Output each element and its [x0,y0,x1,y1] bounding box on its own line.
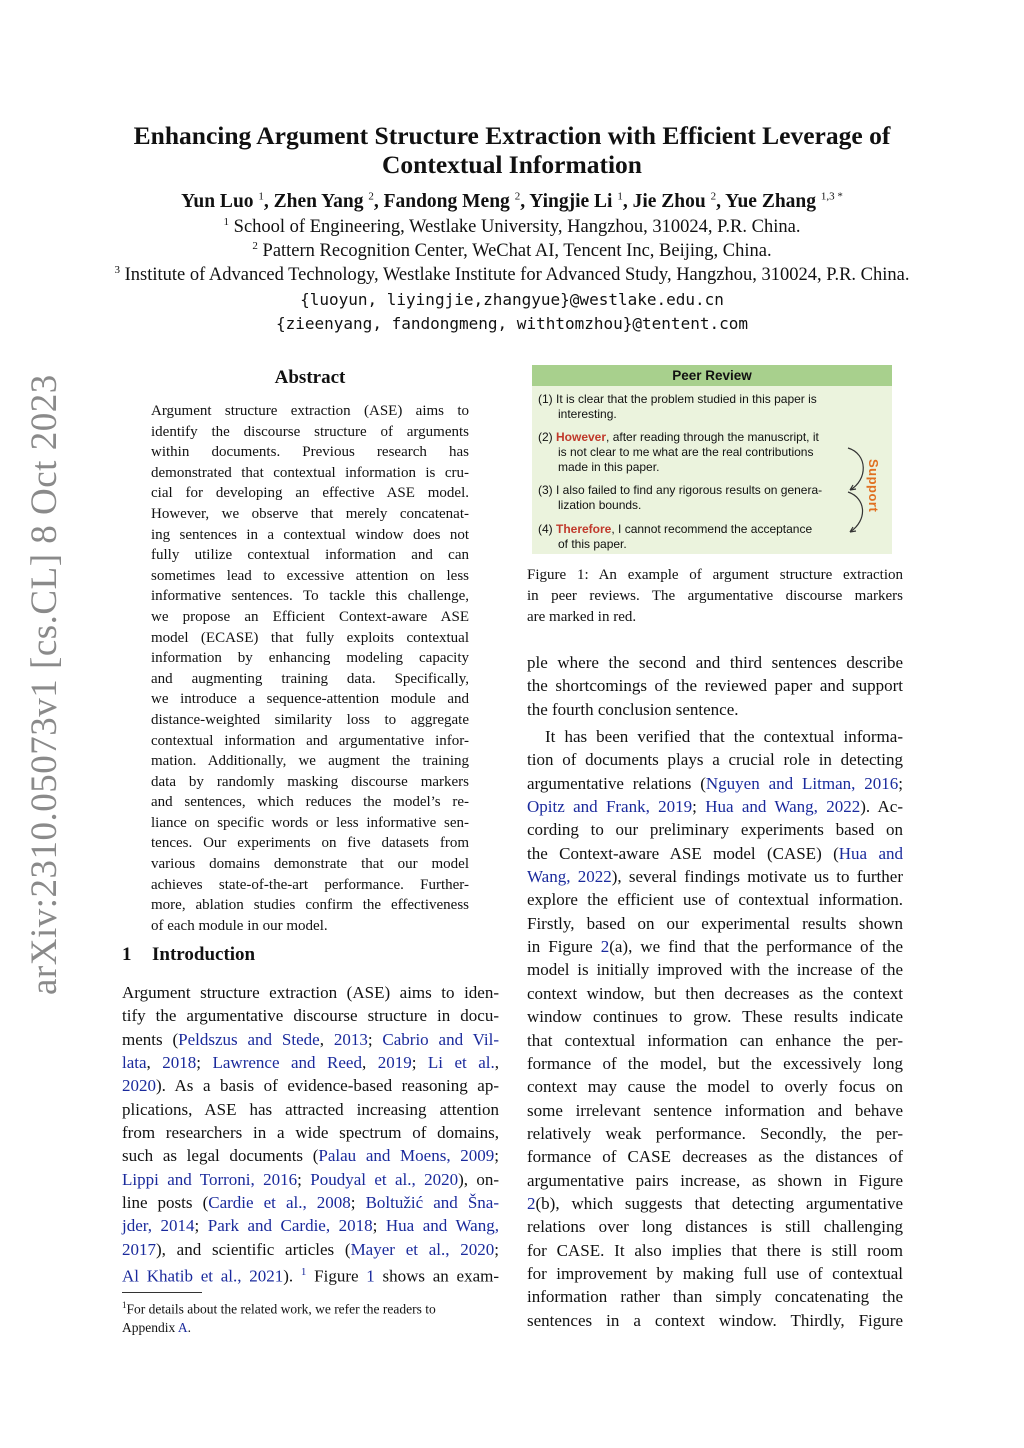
text-line [122,1261,499,1284]
author-affiliation-marker: 1,3 * [820,190,843,203]
text-span: ; [350,1193,366,1213]
footnote-marker: 1 [122,1300,127,1310]
author-affiliation-marker: 2 [710,190,717,203]
citation-link[interactable]: Hua and Wang, [385,1216,499,1236]
text-span: ; [297,1169,311,1189]
abstract-line: and sentences, which reduces the model’s re- [151,794,469,811]
citation-link[interactable]: 2019 [377,1053,412,1073]
text-span: shows an exam- [374,1266,499,1286]
review-line [538,537,848,552]
text-line [122,1191,499,1214]
abstract-line: achieves state-of-the-art performance. Further- [151,876,469,893]
text-span: ). [283,1266,301,1286]
appendix-link[interactable]: A [177,1319,188,1335]
review-text: , after reading through the manuscript, it [606,430,819,444]
text-line [527,818,903,841]
abstract-line: identify the discourse structure of arguments [151,423,469,440]
citation-link[interactable]: Hua and [838,843,903,863]
abstract-line: we propose an Efficient Context-aware ASE [151,608,469,625]
review-sentence-3 [538,483,848,513]
text-span: tify the argumentative discourse structure in docu- [122,1006,499,1026]
abstract-line: within documents. Previous research has [151,444,469,461]
section-title: Introduction [152,944,256,965]
text-span: Argument structure extraction (ASE) aims to iden- [122,983,499,1002]
title-line-1: Enhancing Argument Structure Extraction with Efficient Leverage of [133,121,891,150]
abstract-line: contextual information and argumentative infor- [151,732,469,749]
text-span: , [494,1053,500,1073]
text-line [122,981,499,1004]
citation-link[interactable]: Nguyen and Litman, 2016 [705,773,899,793]
abstract-line: we introduce a sequence-attention module and [151,691,469,708]
abstract-line: distance-weighted similarity loss to aggregate [151,711,469,728]
text-line [527,1285,903,1308]
text-line [122,1214,499,1237]
text-line [527,1262,903,1285]
text-span: ; [494,1239,499,1259]
text-span: argumentative pairs increase, as shown in Figure [527,1170,903,1190]
citation-link[interactable]: 2017 [122,1239,156,1259]
text-line [122,1238,499,1261]
affiliation-3 [40,263,984,287]
paragraph [527,725,903,1332]
citation-link[interactable]: Lawrence and Reed [212,1053,362,1073]
abstract-line: of each module in our model. [151,917,328,934]
citation-link[interactable]: Lippi and Torroni, 2016 [122,1169,298,1189]
text-line [527,725,903,748]
text-span: ; [692,797,706,817]
abstract-line: information by enhancing modeling capacity [151,650,469,667]
citation-link[interactable]: Park and Cardie, 2018 [207,1216,373,1236]
affiliation-text: Institute of Advanced Technology, Westlake Institute for Advanced Study, Hangzhou, 310024, P.R. China. [124,265,910,285]
text-line [527,912,903,935]
text-line [122,1098,499,1121]
review-sentence-4 [538,522,848,552]
text-line [527,888,903,911]
text-span: plications, ASE has attracted increasing attention [122,1099,499,1119]
text-span: ments ( [122,1029,179,1049]
email-line-2: {zieenyang, fandongmeng, withtomzhou}@tentent.com [275,314,748,333]
text-span: ). Ac- [860,797,903,817]
text-span: sentences in a context window. Thirdly, Figure [527,1310,903,1330]
text-line [527,651,903,674]
text-span: formance of the model, but the excessively long [527,1053,903,1073]
text-line [122,1121,499,1144]
text-span: tion of documents plays a crucial role in detecting [527,750,903,770]
affiliation-marker: 1 [223,215,230,228]
text-line [527,1029,903,1052]
citation-link[interactable]: 2 [527,1193,536,1213]
text-line [527,982,903,1005]
author-affiliation-marker: 2 [368,190,374,203]
abstract-line: Argument structure extraction (ASE) aims to [151,403,469,419]
citation-link[interactable]: Cabrio and Vil- [382,1029,499,1049]
text-span: model is initially improved with the increase of the [527,960,903,980]
text-span: some irrelevant sentence information and behave [527,1100,903,1120]
text-span: context may cause the model to overly focus on [527,1077,903,1097]
text-span: ). As a basis of evidence-based reasoning ap- [156,1076,499,1096]
review-text: , I cannot recommend the acceptance [611,522,813,536]
abstract-body [151,401,469,936]
text-line [527,1122,903,1145]
abstract-line: various domains demonstrate that our model [151,856,469,873]
discourse-marker: Therefore [556,522,612,536]
review-line [538,460,848,475]
text-span: relations over long distances is still challenging [527,1217,903,1237]
citation-link[interactable]: jder, 2014 [122,1216,195,1236]
abstract-line: fully utilize contextual information and can [151,547,469,564]
title-line-2: Contextual Information [382,150,642,179]
author-name: Yingjie Li [529,191,613,212]
text-line [527,698,903,721]
text-span: the shortcomings of the reviewed paper and support [527,676,903,696]
abstract-line: more, ablation studies confirm the effectiveness [151,897,469,914]
text-span: ; [194,1216,208,1236]
abstract-line: However, we observe that merely concatenat- [151,505,469,522]
caption-line: Figure 1: An example of argument structure extraction [527,567,903,583]
citation-link[interactable]: Wang, 2022 [527,867,612,887]
email-line-1: {luoyun, liyingjie,zhangyue}@westlake.edu.cn [300,290,724,309]
text-span: , [146,1053,163,1073]
footnote-line-2: Appendix [122,1319,178,1335]
citation-link[interactable]: Poudyal et al., 2020 [310,1169,459,1189]
review-text: (1) It is clear that the problem studied in this paper is [538,392,817,406]
text-line [527,748,903,771]
text-span: (b), which suggests that detecting argumentative [535,1193,903,1213]
caption-line: in peer reviews. The argumentative discourse markers [527,588,903,604]
discourse-marker: However [556,430,607,444]
author-affiliation-marker: 1 [617,190,623,203]
figure-1-caption [527,565,903,628]
author-name: Yun Luo [181,191,254,212]
text-line [527,958,903,981]
review-text: of this paper. [558,537,627,551]
footnote-ref-link[interactable]: 1 [300,1266,307,1279]
text-span: , [319,1029,334,1049]
review-text: lization bounds. [558,498,642,512]
abstract-line: mation. Additionally, we augment the training [151,753,469,770]
author-affiliation-marker: 1 [258,190,264,203]
text-line [527,1145,903,1168]
text-line [527,1309,903,1332]
text-line [527,1005,903,1028]
abstract-line: sometimes lead to excessive attention on less [151,567,469,584]
text-line [527,674,903,697]
review-text: interesting. [558,407,617,421]
text-span: the Context-aware ASE model (CASE) ( [527,843,839,863]
author-list: Yun Luo $^1$, Zhen Yang $^2$, Fandong Meng $^2$, Yingjie Li $^1$, Jie Zhou $^2$, Yue Zhang $^{1,3 *}$ [181,190,843,212]
citation-link[interactable]: 2020 [122,1076,156,1096]
review-line [538,498,848,513]
text-line [527,842,903,865]
citation-link[interactable]: Al Khatib et al., 2021 [122,1266,284,1286]
review-sentence-1 [538,392,848,422]
citation-link[interactable]: Peldszus and Stede [178,1029,320,1049]
text-span: Figure [306,1266,367,1286]
review-text: is not clear to me what are the real contributions [558,445,814,459]
text-span: ; [196,1053,213,1073]
abstract-line: ing sentences in a contextual window does not [151,526,469,543]
text-span: ; [411,1053,428,1073]
text-line [122,1004,499,1027]
review-text: (3) I also failed to find any rigorous results on genera- [538,483,823,497]
text-line [527,1052,903,1075]
text-span: such as legal documents ( [122,1146,319,1166]
citation-link[interactable]: Opitz and Frank, 2019 [527,797,693,817]
text-span: explore the efficient use of contextual information. [527,890,903,910]
text-line [527,935,903,958]
review-line [538,407,848,422]
text-line [527,1215,903,1238]
citation-link[interactable]: lata [122,1053,147,1073]
affiliation-marker: 3 [114,263,120,276]
abstract-line: demonstrated that contextual information is cru- [151,464,469,481]
text-line [527,1192,903,1215]
text-line [527,865,903,888]
abstract-line: liance on specific words or less informative sen- [151,814,469,831]
review-line [538,445,848,460]
arxiv-identifier: arXiv:2310.05073v1 [cs.CL] 8 Oct 2023 [24,374,65,995]
affiliation-2 [40,239,984,263]
footnote-rule [122,1292,202,1293]
text-span: ; [367,1029,383,1049]
review-sentence-2 [538,430,848,475]
abstract-line: data by randomly masking discourse markers [151,773,469,790]
support-label: Support [866,459,881,513]
affiliation-1 [40,215,984,239]
footnote-line-1: For details about the related work, we refer the readers to [126,1301,436,1317]
abstract-line: cial for developing an effective ASE model. [151,485,469,502]
citation-link[interactable]: Palau and Moens, 2009 [318,1146,495,1166]
text-span: cording to our preliminary experiments based on [527,820,903,840]
text-span: that contextual information can enhance the per- [527,1030,903,1050]
text-span: for improvement by making full use of contextual [527,1263,903,1283]
review-text: (4) [538,522,556,536]
citation-link[interactable]: 2013 [333,1029,368,1049]
review-text: (2) [538,430,556,444]
citation-link[interactable]: Mayer et al., 2020 [350,1239,495,1259]
introduction-left-column [122,981,499,1284]
text-span: the fourth conclusion sentence. [527,699,739,719]
text-span: from researchers in a wide spectrum of domains, [122,1123,499,1143]
introduction-right-column [527,651,903,1332]
author-name: Yue Zhang [725,191,817,212]
text-span: ; [372,1216,386,1236]
text-line [122,1168,499,1191]
review-text: made in this paper. [558,460,660,474]
citation-link[interactable]: Hua and Wang, 2022 [705,797,861,817]
text-span: (a), we find that the performance of the [609,937,903,957]
affiliation-text: School of Engineering, Westlake University, Hangzhou, 310024, P.R. China. [233,217,801,237]
review-line [538,522,848,537]
paragraph [527,651,903,721]
text-line [527,795,903,818]
text-span: relatively weak performance. Secondly, the per- [527,1123,903,1143]
citation-link[interactable]: Cardie et al., 2008 [208,1193,351,1213]
paper-title [110,121,914,179]
text-span: for CASE. It also implies that there is still room [527,1240,903,1260]
review-line [538,392,848,407]
abstract-line: and augmenting training data. Specifically, [151,670,469,687]
citation-link[interactable]: 1 [366,1266,375,1286]
citation-link[interactable]: Boltužić and Šna- [365,1193,500,1213]
text-span: context window, but then decreases as the context [527,983,903,1003]
caption-line: are marked in red. [527,609,637,625]
text-span: Firstly, based on our experimental results shown [527,913,903,933]
text-line [122,1051,499,1074]
affiliation-marker: 2 [252,239,258,252]
citation-link[interactable]: 2 [600,937,610,957]
text-span: ), several findings motivate us to further [611,867,903,887]
author-name: Jie Zhou [632,191,706,212]
text-line [527,1239,903,1262]
text-line [527,1169,903,1192]
text-span: window continues to grow. These results indicate [527,1007,903,1027]
review-line [538,483,848,498]
footnote: $^1$For details about the related work, we refer the readers to Appendix A. [122,1300,436,1335]
text-span: ; [898,773,903,793]
text-line [122,1028,499,1051]
text-span: ), on- [458,1169,500,1189]
text-line [527,1099,903,1122]
text-span: , [361,1053,378,1073]
affiliation-text: Pattern Recognition Center, WeChat AI, Tencent Inc, Beijing, China. [262,241,772,261]
review-line [538,430,848,445]
section-heading-introduction [122,944,255,966]
abstract-line: tences. Our experiments on five datasets from [151,835,469,852]
text-span: information rather than simply concatenating the [527,1287,903,1307]
text-span: in Figure [527,937,601,957]
text-span: line posts ( [122,1193,209,1213]
text-span: argumentative relations ( [527,773,706,793]
text-line [122,1144,499,1167]
text-span: It has been verified that the contextual informa- [545,727,903,747]
citation-link[interactable]: Li et al. [427,1053,495,1073]
section-number: 1 [122,944,132,965]
author-name: Fandong Meng [383,191,510,212]
text-line [122,1074,499,1097]
abstract-heading: Abstract [274,367,346,388]
author-name: Zhen Yang [273,191,364,212]
figure-header: Peer Review [532,365,892,386]
text-span: ; [494,1146,499,1166]
abstract-line: informative sentences. To tackle this challenge, [151,588,469,605]
text-span: ple where the second and third sentences describe [527,653,903,672]
citation-link[interactable]: 2018 [162,1053,197,1073]
text-span: formance of CASE decreases as the distances of [527,1147,903,1167]
text-span: ), and scientific articles ( [156,1239,351,1259]
text-line [527,772,903,795]
text-line [527,1075,903,1098]
abstract-line: model (ECASE) that fully exploits contextual [151,629,469,646]
author-affiliation-marker: 2 [514,190,521,203]
